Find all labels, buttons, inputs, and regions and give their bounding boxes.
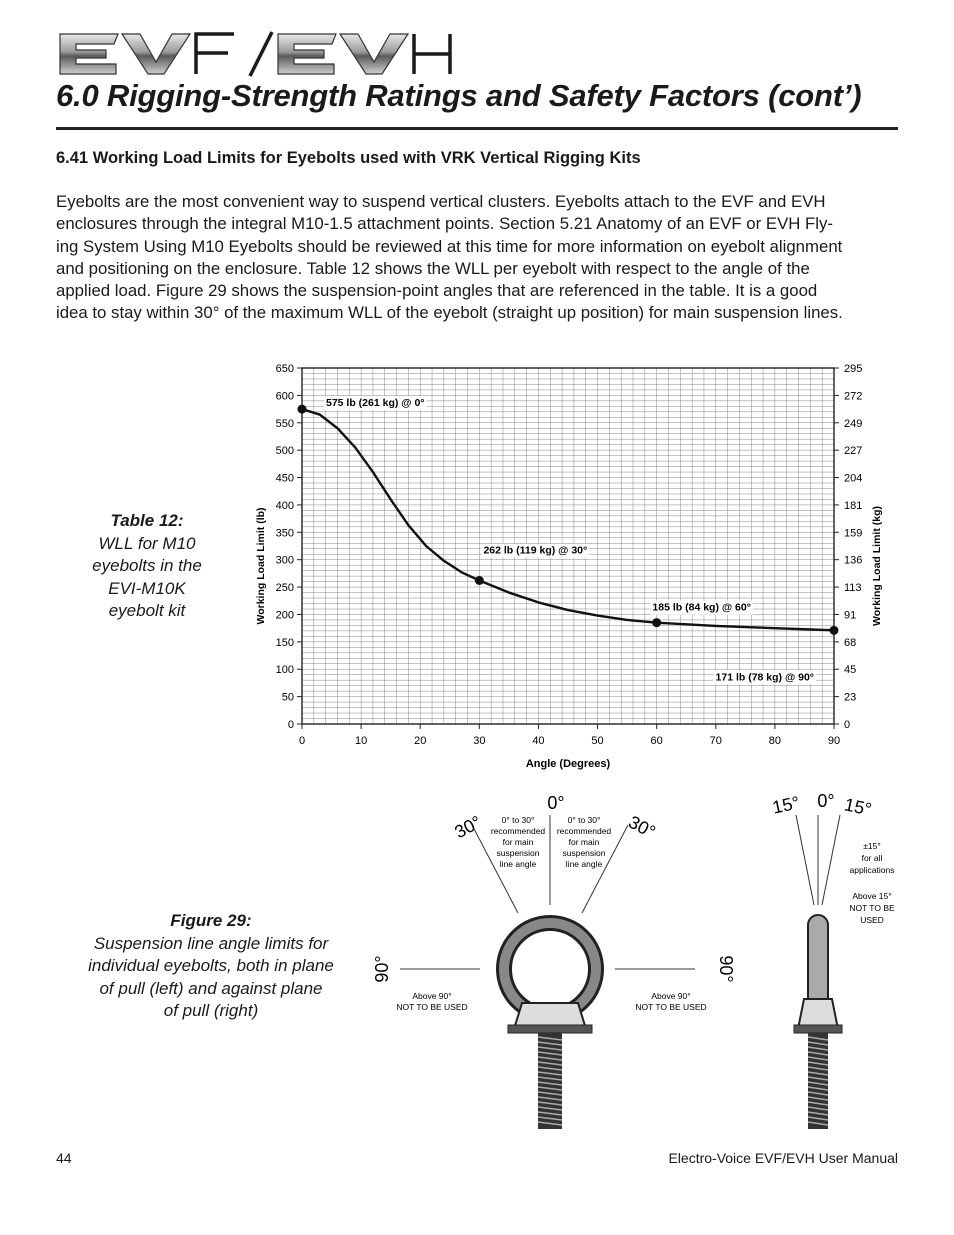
note-line: NOT TO BE USED: [396, 1002, 468, 1012]
y2-tick-label: 45: [844, 664, 857, 677]
note-line: line angle: [499, 859, 537, 869]
body-line: enclosures through the integral M10-1.5 attachment points. Section 5.21 Anatomy of an EVF or EVH Fly-: [56, 214, 834, 234]
y-tick-label: 150: [275, 636, 294, 649]
y-tick-label: 500: [275, 445, 294, 458]
page-number: 44: [56, 1150, 72, 1166]
y-axis-label: Working Load Limit (lb): [255, 507, 267, 625]
note-line: recommended: [490, 826, 546, 836]
y2-tick-label: 0: [844, 719, 851, 731]
table-caption-label: Table 12:: [110, 511, 184, 530]
table-caption-line: eyebolts in the: [92, 556, 202, 575]
table-caption-line: EVI-M10K: [108, 578, 186, 598]
note-line: line angle: [565, 859, 603, 869]
body-line: ing System Using M10 Eyebolts should be reviewed at this time for more information on eyebolt alignment: [56, 236, 843, 256]
x-tick-label: 20: [414, 735, 427, 747]
angle-label-15-right: 15°: [842, 794, 874, 820]
body-line: applied load. Figure 29 shows the suspension-point angles that are referenced in the table. It is a good: [56, 281, 818, 301]
y-tick-label: 550: [275, 417, 294, 430]
figure-caption-line: individual eyebolts, both in plane: [88, 956, 334, 975]
evf-evh-logo: [58, 30, 458, 80]
y-tick-label: 50: [281, 691, 294, 704]
y2-tick-label: 295: [844, 363, 863, 375]
above-15-note: [849, 891, 895, 925]
note-line: ±15°: [863, 841, 881, 851]
x-tick-label: 0: [298, 735, 306, 747]
note-line: Above 15°: [852, 891, 892, 901]
angle-label-0: 0°: [547, 793, 565, 813]
table-caption-line: WLL for M10: [98, 533, 196, 553]
angle-rays: [796, 815, 840, 905]
x-tick-label: 10: [354, 735, 368, 747]
section-title: 6.0 Rigging-Strength Ratings and Safety Factors (cont’): [56, 78, 862, 113]
y-tick-label: 350: [275, 527, 294, 540]
y2-tick-label: 113: [844, 582, 862, 595]
y-tick-label: 650: [275, 363, 294, 375]
y-tick-label: 450: [275, 472, 294, 485]
body-line: idea to stay within 30° of the maximum WLL of the eyebolt (straight up position) for main suspension lines.: [56, 303, 843, 323]
note-line: NOT TO BE: [849, 903, 895, 913]
note-line: for main: [502, 837, 534, 847]
y2-tick-label: 91: [844, 609, 857, 622]
x-tick-label: 80: [768, 735, 782, 747]
above-90-note-right: [635, 991, 706, 1012]
all-applications-note: [850, 841, 895, 875]
y-tick-label: 0: [287, 719, 294, 731]
table-caption: [70, 510, 224, 623]
angle-label-30-left: 30°: [451, 811, 485, 843]
angle-label-30-right: 30°: [625, 811, 659, 843]
figure-caption-label: Figure 29:: [170, 911, 252, 930]
x-tick-label: 60: [650, 735, 663, 747]
wll-chart: [240, 355, 900, 775]
y-tick-label: 400: [275, 499, 294, 512]
y2-tick-label: 227: [844, 445, 863, 458]
y-tick-label: 250: [275, 582, 294, 595]
angle-label-0: 0°: [817, 791, 835, 811]
angle-label-90-left: 90°: [372, 955, 392, 983]
data-point: [830, 626, 839, 635]
note-line: USED: [860, 915, 884, 925]
footer-manual-title: Electro-Voice EVF/EVH User Manual: [668, 1150, 898, 1166]
note-line: for all: [861, 853, 883, 863]
data-label: 575 lb (261 kg) @ 0°: [326, 397, 425, 410]
eyebolt-side-body: [794, 915, 842, 1129]
eyebolt-against-plane-diagram: [760, 785, 910, 1135]
data-label: 262 lb (119 kg) @ 30°: [483, 544, 588, 557]
y2-tick-label: 204: [844, 472, 863, 485]
y-tick-label: 100: [275, 664, 294, 677]
note-line: suspension: [496, 848, 540, 858]
figure-caption-line: of pull (right): [163, 1001, 259, 1020]
above-90-note-left: [396, 991, 467, 1012]
x-tick-label: 90: [827, 735, 841, 747]
note-line: Above 90°: [651, 991, 691, 1001]
y2-axis-label: Working Load Limit (kg): [871, 506, 883, 626]
data-label: 185 lb (84 kg) @ 60°: [652, 601, 751, 614]
data-label: 171 lb (78 kg) @ 90°: [715, 671, 814, 684]
body-line: Eyebolts are the most convenient way to suspend vertical clusters. Eyebolts attach to the EVF and EVH: [56, 192, 826, 211]
note-line: suspension: [562, 848, 606, 858]
x-tick-label: 40: [532, 735, 545, 747]
table-caption-line: eyebolt kit: [108, 601, 186, 620]
note-line: recommended: [556, 826, 612, 836]
body-paragraph: [56, 191, 901, 325]
y2-tick-label: 23: [844, 691, 857, 704]
body-line: and positioning on the enclosure. Table 12 shows the WLL per eyebolt with respect to the angle of the: [56, 258, 810, 278]
angle-label-90-right: 90°: [716, 955, 736, 983]
note-line: NOT TO BE USED: [635, 1002, 707, 1012]
y2-tick-label: 68: [844, 636, 857, 649]
subsection-title: 6.41 Working Load Limits for Eyebolts used with VRK Vertical Rigging Kits: [56, 149, 641, 167]
wll-curve: [302, 409, 834, 630]
note-line: 0° to 30°: [501, 815, 535, 825]
x-tick-label: 30: [473, 735, 486, 747]
note-line: applications: [849, 865, 895, 875]
x-tick-label: 50: [591, 735, 604, 747]
y-tick-label: 300: [275, 554, 294, 567]
recommended-note-right: [557, 815, 612, 869]
recommended-note-left: [491, 815, 546, 869]
y2-tick-label: 136: [844, 554, 863, 567]
figure-caption: [70, 910, 352, 1023]
note-line: 0° to 30°: [567, 815, 601, 825]
y-tick-label: 600: [275, 390, 294, 403]
data-point: [298, 405, 307, 414]
figure-caption-line: of pull (left) and against plane: [99, 978, 323, 998]
y2-tick-label: 181: [844, 499, 863, 512]
data-point: [475, 576, 484, 585]
note-line: Above 90°: [412, 991, 452, 1001]
eyebolt-body: [504, 923, 596, 1129]
y-tick-label: 200: [275, 609, 294, 622]
x-tick-label: 70: [709, 735, 722, 747]
y2-tick-label: 159: [844, 527, 863, 540]
note-line: for main: [568, 837, 600, 847]
figure-caption-line: Suspension line angle limits for: [93, 933, 329, 953]
eyebolt-in-plane-diagram: [360, 785, 740, 1135]
x-axis-label: Angle (Degrees): [525, 758, 611, 770]
data-point: [652, 618, 661, 627]
y2-tick-label: 272: [844, 390, 863, 403]
title-divider: [56, 127, 898, 130]
y2-tick-label: 249: [844, 417, 863, 430]
angle-label-15-left: 15°: [770, 792, 802, 818]
